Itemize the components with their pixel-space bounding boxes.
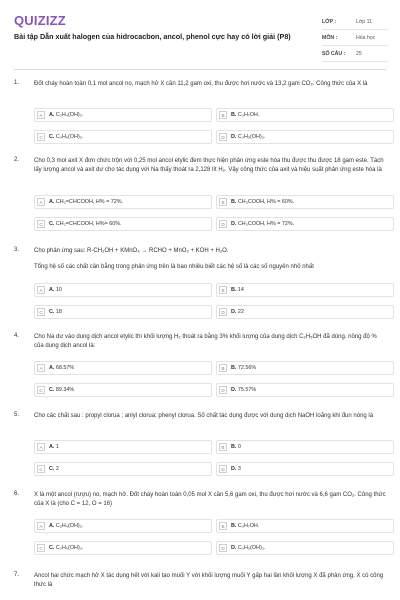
- option-a[interactable]: [34, 519, 212, 533]
- option-label: A.: [49, 523, 55, 529]
- option-label: B.: [231, 112, 237, 118]
- option-letter-box: D: [219, 544, 227, 552]
- question-text: Cho Na dư vào dung dịch ancol etylic thì khối lượng H₂ thoát ra bằng 3% khối lượng của dung dịch C₂H₅OH đã dùng. nồng độ % của dung dịch ancol là:: [34, 334, 377, 349]
- meta-key: MÔN :: [322, 34, 338, 41]
- option-text: C₃H₅(OH)₃.: [237, 134, 266, 140]
- option-label: B.: [231, 365, 237, 371]
- option-letter-box: D: [219, 220, 227, 228]
- option-label: C.: [49, 387, 55, 393]
- option-text: 0: [237, 444, 241, 450]
- question-7: [14, 572, 386, 598]
- option-text: 14: [237, 287, 244, 293]
- question-number: 4.: [14, 333, 20, 339]
- option-text: 1: [55, 444, 59, 450]
- question-6: [14, 491, 386, 569]
- option-letter-box: B: [219, 111, 227, 119]
- header: [0, 0, 400, 66]
- option-text: CH₃COOH, H% = 72%.: [237, 221, 295, 227]
- option-d[interactable]: [216, 541, 394, 555]
- option-letter-box: C: [37, 133, 45, 141]
- question-number: 1.: [14, 80, 20, 86]
- option-label: B.: [231, 523, 237, 529]
- option-text: 18: [55, 309, 62, 315]
- option-label: B.: [231, 444, 237, 450]
- option-text: 10: [55, 287, 62, 293]
- question-text: Ancol hai chức mạch hở X tác dụng hết với kali tạo muối Y với khối lượng muối Y gấp hai lần khối lượng X đã phản ứng. X có công thức là: [34, 573, 384, 588]
- option-d[interactable]: [216, 217, 394, 231]
- meta-row-subject: [322, 30, 388, 46]
- meta-value: 25: [356, 50, 362, 57]
- option-letter-box: C: [37, 386, 45, 394]
- question-text: Cho phản ứng sau: R-CH₂OH + KMnO₄ → RCHO + MnO₂ + KOH + H₂O.: [34, 248, 229, 254]
- option-letter-box: B: [219, 286, 227, 294]
- option-letter-box: A: [37, 286, 45, 294]
- option-label: C.: [49, 466, 55, 472]
- meta-value: Hóa học: [356, 34, 376, 41]
- option-letter-box: D: [219, 308, 227, 316]
- meta-key: LỚP :: [322, 18, 337, 25]
- option-text: 89.34%: [55, 387, 75, 393]
- option-label: A.: [49, 199, 55, 205]
- meta-key: SỐ CÂU :: [322, 50, 346, 57]
- option-label: A.: [49, 112, 55, 118]
- option-label: D.: [231, 545, 237, 551]
- option-a[interactable]: [34, 195, 212, 209]
- option-d[interactable]: [216, 130, 394, 144]
- option-text: C₃H₇OH.: [237, 523, 260, 529]
- quizizz-logo: QUIZIZZ: [14, 13, 66, 28]
- question-5: [14, 412, 386, 490]
- option-label: D.: [231, 221, 237, 227]
- meta-table: [322, 14, 388, 62]
- question-4: [14, 333, 386, 411]
- meta-row-count: [322, 46, 388, 62]
- question-3: [14, 247, 386, 325]
- option-letter-box: D: [219, 133, 227, 141]
- option-text: 72.56%: [237, 365, 257, 371]
- question-number: 6.: [14, 491, 20, 497]
- option-text: 2: [55, 466, 59, 472]
- option-a[interactable]: [34, 440, 212, 454]
- option-c[interactable]: [34, 305, 212, 319]
- question-1: [14, 80, 386, 158]
- option-letter-box: B: [219, 364, 227, 372]
- option-label: C.: [49, 309, 55, 315]
- option-label: B.: [231, 199, 237, 205]
- option-b[interactable]: [216, 440, 394, 454]
- option-b[interactable]: [216, 195, 394, 209]
- option-letter-box: A: [37, 364, 45, 372]
- question-number: 7.: [14, 572, 20, 578]
- question-2: [14, 157, 386, 245]
- option-text: C₃H₆(OH)₂.: [55, 134, 84, 140]
- option-label: D.: [231, 466, 237, 472]
- option-c[interactable]: [34, 383, 212, 397]
- option-d[interactable]: [216, 383, 394, 397]
- option-letter-box: B: [219, 198, 227, 206]
- option-text: CH₃COOH, H% = 60%.: [237, 199, 295, 205]
- option-letter-box: D: [219, 386, 227, 394]
- option-text: CH₂=CHCOOH, H%= 60%.: [55, 221, 122, 227]
- option-label: D.: [231, 387, 237, 393]
- option-label: C.: [49, 221, 55, 227]
- option-b[interactable]: [216, 108, 394, 122]
- option-label: D.: [231, 134, 237, 140]
- option-d[interactable]: [216, 462, 394, 476]
- question-number: 2.: [14, 157, 20, 163]
- option-label: B.: [231, 287, 237, 293]
- option-letter-box: A: [37, 443, 45, 451]
- option-text: 3: [237, 466, 241, 472]
- question-text: Cho 0,3 mol axit X đơn chức trộn với 0,25 mol ancol etylic đem thực hiện phản ứng este hóa thu được thu được 18 gam este. Tách lấy lượng ancol và axit dư cho tác dụng với Na thấy thoát ra 2,128 lít H₂. Vậy công thức của axit và hiệu suất phản ứng este hóa là: [34, 158, 384, 173]
- question-subtext: Tổng hệ số các chất cân bằng trong phản ứng trên là bao nhiêu biết các hệ số là các số nguyên nhỏ nhất: [34, 264, 314, 270]
- option-letter-box: B: [219, 443, 227, 451]
- option-label: C.: [49, 134, 55, 140]
- option-letter-box: A: [37, 111, 45, 119]
- question-number: 5.: [14, 412, 20, 418]
- option-text: CH₂=CHCOOH, H% = 72%.: [55, 199, 124, 205]
- option-c[interactable]: [34, 462, 212, 476]
- question-text: Đốt cháy hoàn toàn 0,1 mol ancol no, mạch hở X cần 11,2 gam oxi, thu được hơi nước và 13,2 gam CO₂. Công thức của X là: [34, 81, 368, 87]
- option-letter-box: C: [37, 308, 45, 316]
- option-label: C.: [49, 545, 55, 551]
- option-label: D.: [231, 309, 237, 315]
- option-letter-box: C: [37, 220, 45, 228]
- option-text: C₂H₄(OH)₂.: [55, 112, 84, 118]
- option-label: A.: [49, 444, 55, 450]
- question-number: 3.: [14, 247, 20, 253]
- meta-value: Lớp 11: [356, 18, 372, 25]
- meta-row-class: [322, 14, 388, 30]
- option-text: C₃H₅(OH)₃.: [237, 545, 266, 551]
- option-text: 22: [237, 309, 244, 315]
- option-b[interactable]: [216, 283, 394, 297]
- option-a[interactable]: [34, 361, 212, 375]
- question-text: Cho các chất sau : propyl clorua ; anlyl clorua; phenyl clorua. Số chất tác dụng được với dung dịch NaOH loãng khi đun nóng là: [34, 413, 374, 419]
- option-c[interactable]: [34, 130, 212, 144]
- option-text: C₂H₄(OH)₂.: [55, 523, 84, 529]
- option-letter-box: C: [37, 465, 45, 473]
- option-a[interactable]: [34, 283, 212, 297]
- option-b[interactable]: [216, 519, 394, 533]
- option-text: C₃H₅(OH)₃.: [55, 545, 84, 551]
- option-letter-box: B: [219, 522, 227, 530]
- option-a[interactable]: [34, 108, 212, 122]
- option-letter-box: A: [37, 522, 45, 530]
- option-d[interactable]: [216, 305, 394, 319]
- option-c[interactable]: [34, 541, 212, 555]
- option-text: C₃H₇OH.: [237, 112, 260, 118]
- option-text: 68.57%: [55, 365, 75, 371]
- header-divider: [14, 69, 386, 70]
- option-text: 75.57%: [237, 387, 257, 393]
- option-letter-box: A: [37, 198, 45, 206]
- option-letter-box: C: [37, 544, 45, 552]
- option-label: A.: [49, 365, 55, 371]
- page-title: Bài tập Dẫn xuất halogen của hidrocacbon, ancol, phenol cực hay có lời giải (P8): [14, 32, 291, 41]
- question-text: X là một ancol (rượu) no, mạch hở. Đốt cháy hoàn toàn 0,05 mol X cần 5,6 gam oxi, thu được hơi nước và 6,6 gam CO₂. Công thức của X là (cho C = 12, O = 16): [34, 492, 386, 507]
- option-label: A.: [49, 287, 55, 293]
- option-letter-box: D: [219, 465, 227, 473]
- option-c[interactable]: [34, 217, 212, 231]
- option-b[interactable]: [216, 361, 394, 375]
